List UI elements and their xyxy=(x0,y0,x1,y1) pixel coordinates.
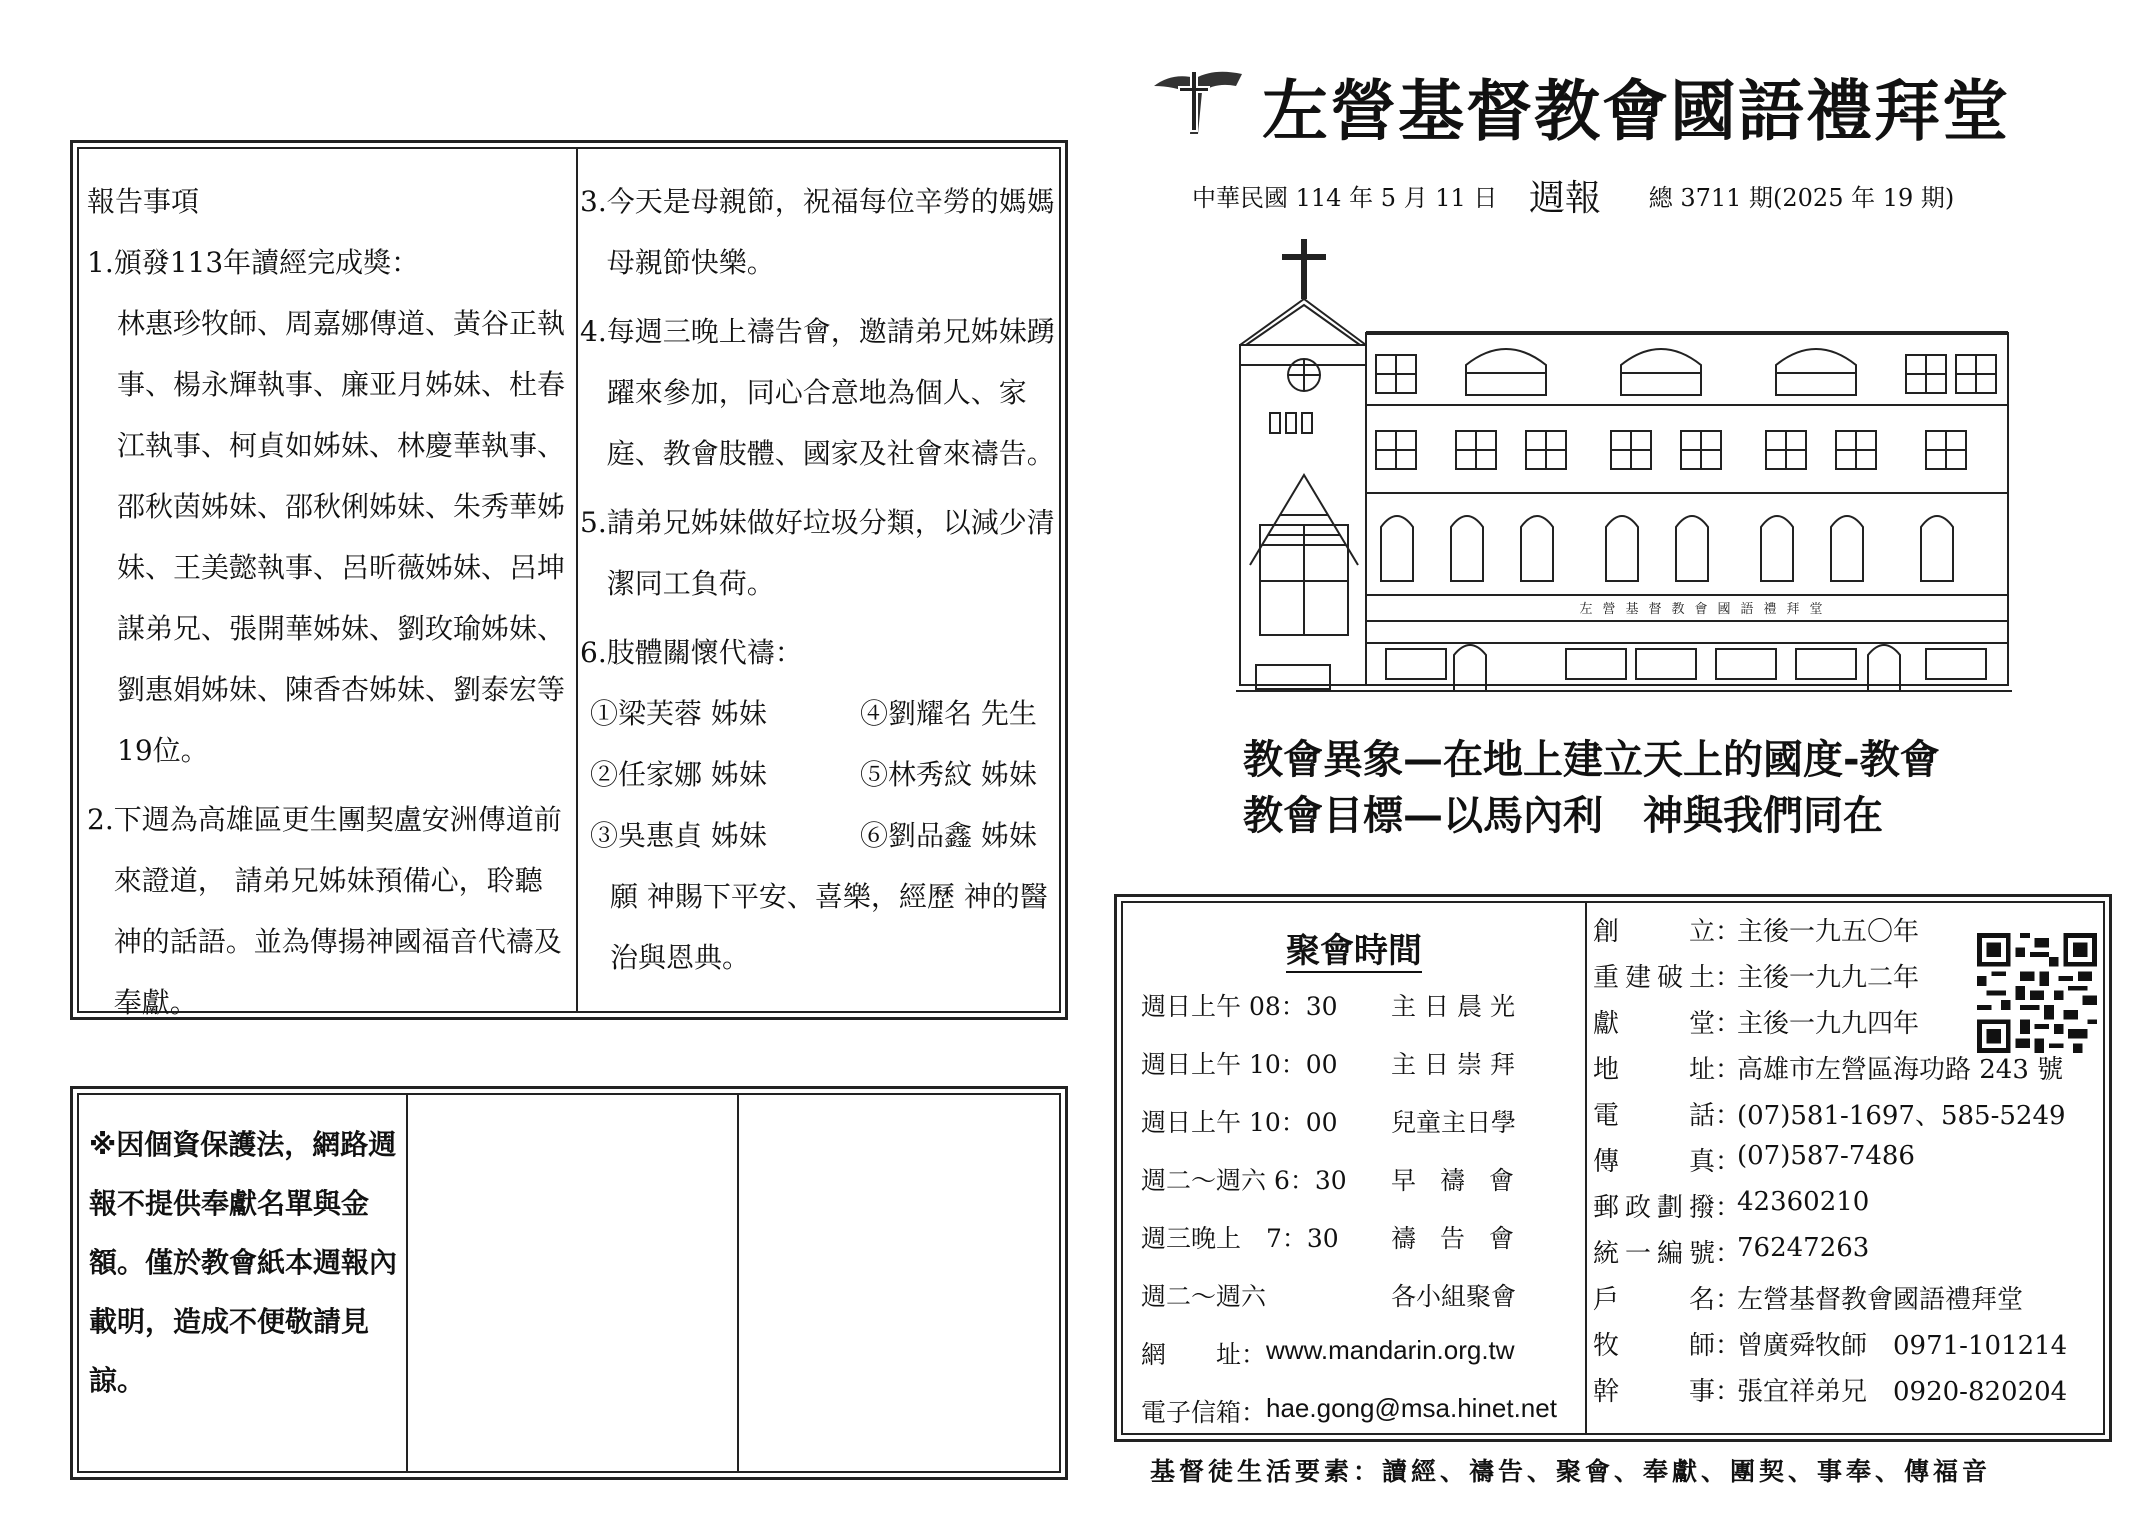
church-vision: 教會異象—在地上建立天上的國度-教會 xyxy=(1243,737,1940,783)
info-value: 主後一九五〇年 xyxy=(1737,917,1920,947)
prayer-person: ③吳惠貞 姊妹 xyxy=(590,819,767,852)
meeting-row xyxy=(1141,1219,1571,1255)
info-key: 地址 xyxy=(1593,1055,1715,1085)
info-value: 主後一九九四年 xyxy=(1737,1009,1920,1039)
meeting-time: 週二～週六 xyxy=(1141,1282,1267,1311)
email-row xyxy=(1141,1393,1571,1429)
info-value: 76247263 xyxy=(1737,1233,1870,1263)
church-logo-icon xyxy=(1152,64,1244,136)
announcement-item-5 xyxy=(580,492,1070,614)
info-key: 戶名 xyxy=(1593,1285,1715,1315)
info-row: 幹事 ： 張宜祥弟兄 0920-820204 xyxy=(1593,1371,2067,1408)
meeting-name: 早 禱 會 xyxy=(1391,1166,1522,1195)
website-label: 網 址： xyxy=(1141,1340,1267,1369)
item-text: 每週三晚上禱告會，邀請弟兄姊妹踴躍來參加，同心合意地為個人、家庭、教會肢體、國家及社會來禱告。 xyxy=(606,315,1055,470)
item-number: 5. xyxy=(580,506,607,539)
column-divider xyxy=(576,149,578,1011)
announcement-item-2 xyxy=(87,789,573,1033)
announcement-item-3 xyxy=(580,171,1070,293)
column-divider xyxy=(1585,903,1587,1433)
info-value: 左營基督教會國語禮拜堂 xyxy=(1737,1285,2024,1315)
announcement-item-1 xyxy=(87,232,573,781)
christian-life-essentials: 基督徒生活要素：讀經、禱告、聚會、奉獻、團契、事奉、傳福音 xyxy=(1150,1457,1992,1486)
privacy-note: ※因個資保護法，網路週報不提供奉獻名單與金額。僅於教會紙本週報內載明，造成不便敬請見諒。 xyxy=(89,1128,398,1397)
info-key: 幹事 xyxy=(1593,1377,1715,1407)
item-text: 頒發113年讀經完成獎： xyxy=(113,246,420,279)
meeting-time: 週日上午 10：00 xyxy=(1141,1050,1338,1079)
meeting-time: 週日上午 08：30 xyxy=(1141,992,1338,1021)
announcements-box xyxy=(70,140,1068,1020)
qr-code-icon[interactable] xyxy=(1977,933,2097,1053)
meeting-name: 禱 告 會 xyxy=(1391,1224,1522,1253)
info-row: 傳真 ： (07)587-7486 xyxy=(1593,1141,1915,1177)
meeting-info-box xyxy=(1114,894,2112,1442)
info-row: 重建破土 ： 主後一九九二年 xyxy=(1593,957,1919,994)
info-row: 戶名 ： 左營基督教會國語禮拜堂 xyxy=(1593,1279,2023,1316)
award-names: 林惠珍牧師、周嘉娜傳道、黃谷正執事、楊永輝執事、廉亚月姊妹、杜春江執事、柯貞如姊妹、林慶華執事、 邵秋茵姊妹、邵秋俐姊妹、朱秀華姊妹、王美懿執事、呂昕薇姊妹、呂坤謀弟兄、張開華姊妹、劉玫瑜姊妹、劉惠娟姊妹、陳香杏姊妹、劉泰宏等19位。 xyxy=(117,307,566,767)
info-key: 獻堂 xyxy=(1593,1009,1715,1039)
prayer-list xyxy=(580,683,1070,866)
church-goal: 教會目標—以馬內利 神與我們同在 xyxy=(1243,793,1883,839)
info-row: 統一編號 ： 76247263 xyxy=(1593,1233,1870,1269)
info-row: 電話 ： (07)581-1697、585-5249 xyxy=(1593,1095,2066,1132)
issue-number: 總 3711 期(2025 年 19 期) xyxy=(1648,184,1955,212)
prayer-person: ④劉耀名 先生 xyxy=(860,697,1037,730)
meeting-row xyxy=(1141,1045,1571,1081)
info-value: 曾廣舜牧師 0971-101214 xyxy=(1737,1331,2068,1361)
meeting-name: 各小組聚會 xyxy=(1391,1282,1517,1311)
item-text: 今天是母親節，祝福每位辛勞的媽媽母親節快樂。 xyxy=(606,185,1055,279)
info-row: 創立 ： 主後一九五〇年 xyxy=(1593,911,1919,948)
info-key: 重建破土 xyxy=(1593,963,1715,993)
prayer-person: ①梁芙蓉 姊妹 xyxy=(590,697,767,730)
meeting-time: 週二～週六 6：30 xyxy=(1141,1166,1347,1195)
info-key: 傳真 xyxy=(1593,1147,1715,1177)
item-number: 4. xyxy=(580,315,607,348)
announcements-right-column xyxy=(580,171,1070,996)
meeting-times-title: 聚會時間 xyxy=(1286,931,1422,971)
meeting-row xyxy=(1141,987,1571,1023)
item-text: 肢體關懷代禱： xyxy=(606,636,803,669)
info-key: 統一編號 xyxy=(1593,1239,1715,1269)
item-number: 2. xyxy=(87,803,114,836)
meeting-name: 兒童主日學 xyxy=(1391,1108,1517,1137)
item-text: 下週為高雄區更生團契盧安洲傳道前來證道， 請弟兄姊妹預備心，聆聽 神的話語。並為傳揚神國福音代禱及奉獻。 xyxy=(113,803,571,1019)
meeting-row xyxy=(1141,1161,1571,1197)
item-number: 6. xyxy=(580,636,607,669)
prayer-person: ②任家娜 姊妹 xyxy=(590,758,767,791)
prayer-person: ⑤林秀紋 姊妹 xyxy=(860,758,1037,791)
website-link[interactable]: www.mandarin.org.tw xyxy=(1266,1335,1515,1365)
church-building-illustration xyxy=(1236,235,2012,695)
building-sign: 左營基督教會國語禮拜堂 xyxy=(1579,602,1833,617)
announcement-item-6 xyxy=(580,622,1070,988)
meeting-name: 主日晨光 xyxy=(1391,992,1524,1021)
info-value: 主後一九九二年 xyxy=(1737,963,1920,993)
announcements-left-column xyxy=(87,171,573,1041)
meeting-row xyxy=(1141,1103,1571,1139)
info-row: 郵政劃撥 ： 42360210 xyxy=(1593,1187,1870,1223)
prayer-closing: 願 神賜下平安、喜樂，經歷 神的醫治與恩典。 xyxy=(610,880,1048,974)
info-row: 牧師 ： 曾廣舜牧師 0971-101214 xyxy=(1593,1325,2067,1362)
website-row xyxy=(1141,1335,1571,1371)
info-value: (07)581-1697、585-5249 xyxy=(1737,1101,2066,1131)
info-value: 張宜祥弟兄 0920-820204 xyxy=(1737,1377,2068,1407)
bulletin-date: 中華民國 114 年 5 月 11 日 xyxy=(1192,184,1498,212)
email-link[interactable]: hae.gong@msa.hinet.net xyxy=(1266,1393,1557,1423)
announcements-heading: 報告事項 xyxy=(87,185,200,218)
info-value: 高雄市左營區海功路 243 號 xyxy=(1737,1055,2064,1085)
offering-box xyxy=(70,1086,1068,1480)
column-divider xyxy=(406,1095,408,1471)
info-row: 地址 ： 高雄市左營區海功路 243 號 xyxy=(1593,1049,2063,1086)
item-text: 請弟兄姊妹做好垃圾分類，以減少清潔同工負荷。 xyxy=(606,506,1055,600)
meeting-name: 主日崇拜 xyxy=(1391,1050,1524,1079)
announcement-item-4 xyxy=(580,301,1070,484)
item-number: 1. xyxy=(87,246,114,279)
info-key: 電話 xyxy=(1593,1101,1715,1131)
weekly-label: 週報 xyxy=(1529,178,1602,219)
meeting-time: 週三晚上 7：30 xyxy=(1141,1224,1339,1253)
email-label: 電子信箱： xyxy=(1141,1398,1267,1427)
info-key: 創立 xyxy=(1593,917,1715,947)
column-divider xyxy=(737,1095,739,1471)
info-row: 獻堂 ： 主後一九九四年 xyxy=(1593,1003,1919,1040)
info-value: 42360210 xyxy=(1737,1187,1870,1217)
date-line xyxy=(1192,166,1954,217)
info-key: 牧師 xyxy=(1593,1331,1715,1361)
church-name: 左營基督教會國語禮拜堂 xyxy=(1262,72,2010,150)
prayer-person: ⑥劉品鑫 姊妹 xyxy=(860,819,1037,852)
meeting-row xyxy=(1141,1277,1571,1313)
meeting-time: 週日上午 10：00 xyxy=(1141,1108,1338,1137)
item-number: 3. xyxy=(580,185,607,218)
info-key: 郵政劃撥 xyxy=(1593,1193,1715,1223)
info-value: (07)587-7486 xyxy=(1737,1141,1915,1171)
